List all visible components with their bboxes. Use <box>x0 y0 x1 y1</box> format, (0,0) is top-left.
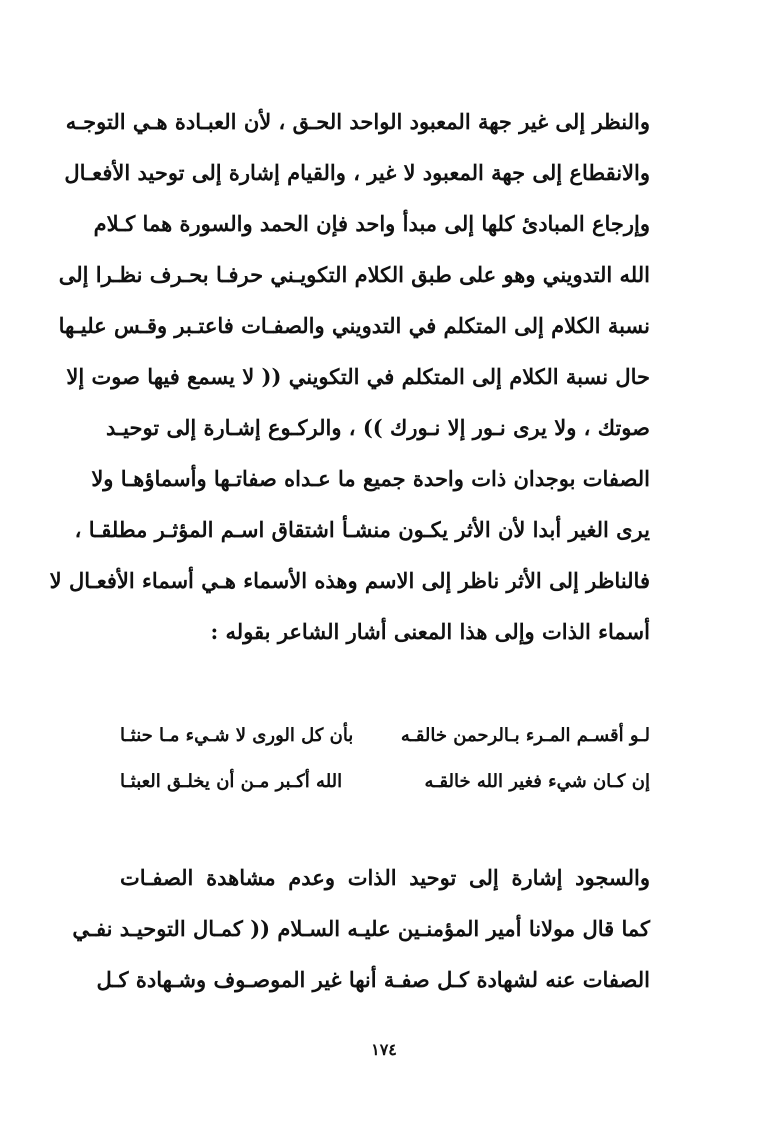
text-line: والانقطاع إلى جهة المعبود لا غير ، والقيام إشارة إلى توحيد الأفعـال <box>64 160 650 185</box>
text-line: صوتك ، ولا يرى نـور إلا نـورك )) ، والركـوع إشـارة إلى توحيـد <box>105 415 650 440</box>
paragraph-body-1 <box>49 96 650 657</box>
text-line: نسبة الكلام إلى المتكلم في التدويني والصفـات فاعتـبر وقـس عليـها <box>58 313 650 338</box>
text-line: والنظر إلى غير جهة المعبود الواحد الحـق ، لأن العبـادة هـي التوجـه <box>65 109 650 134</box>
poem-verses <box>120 712 650 804</box>
verse-line-1 <box>120 712 650 758</box>
text-line: والسجود إشارة إلى توحيد الذات وعدم مشاهدة الصفـات <box>120 865 650 890</box>
verse-first-hemistich: لـو أقسـم المـرء بـالرحمن خالقـه <box>400 724 650 746</box>
verse-second-hemistich: الله أكـبر مـن أن يخلـق العبثـا <box>120 770 343 792</box>
verse-second-hemistich: بأن كل الورى لا شـيء مـا حنثـا <box>120 724 354 746</box>
verse-line-2 <box>120 758 650 804</box>
text-line: وإرجاع المبادئ كلها إلى مبدأ واحد فإن الحمد والسورة هما كـلام <box>93 211 650 236</box>
text-line: كما قال مولانا أمير المؤمنـين عليـه السـلام (( كمـال التوحيـد نفـي <box>72 916 650 941</box>
paragraph-body-2 <box>72 852 650 1005</box>
text-line: الصفات بوجدان ذات واحدة جميع ما عـداه صفاتـها وأسماؤهـا ولا <box>91 466 650 491</box>
verse-first-hemistich: إن كـان شيء فغير الله خالقـه <box>424 770 650 792</box>
page-number: ١٧٤ <box>371 1040 397 1059</box>
text-line: الصفات عنه لشهادة كـل صفـة أنها غير الموصـوف وشـهادة كـل <box>96 967 650 992</box>
text-line: فالناظر إلى الأثر ناظر إلى الاسم وهذه الأسماء هـي أسماء الأفعـال لا <box>49 568 650 593</box>
text-line: الله التدويني وهو على طبق الكلام التكويـني حرفـا بحـرف نظـرا إلى <box>58 262 650 287</box>
text-line: يرى الغير أبدا لأن الأثر يكـون منشـأ اشتقاق اسـم المؤثـر مطلقـا ، <box>74 517 650 542</box>
text-line: حال نسبة الكلام إلى المتكلم في التكويني (( لا يسمع فيها صوت إلا <box>66 364 650 389</box>
text-line-last: أسماء الذات وإلى هذا المعنى أشار الشاعر بقوله : <box>210 619 650 644</box>
